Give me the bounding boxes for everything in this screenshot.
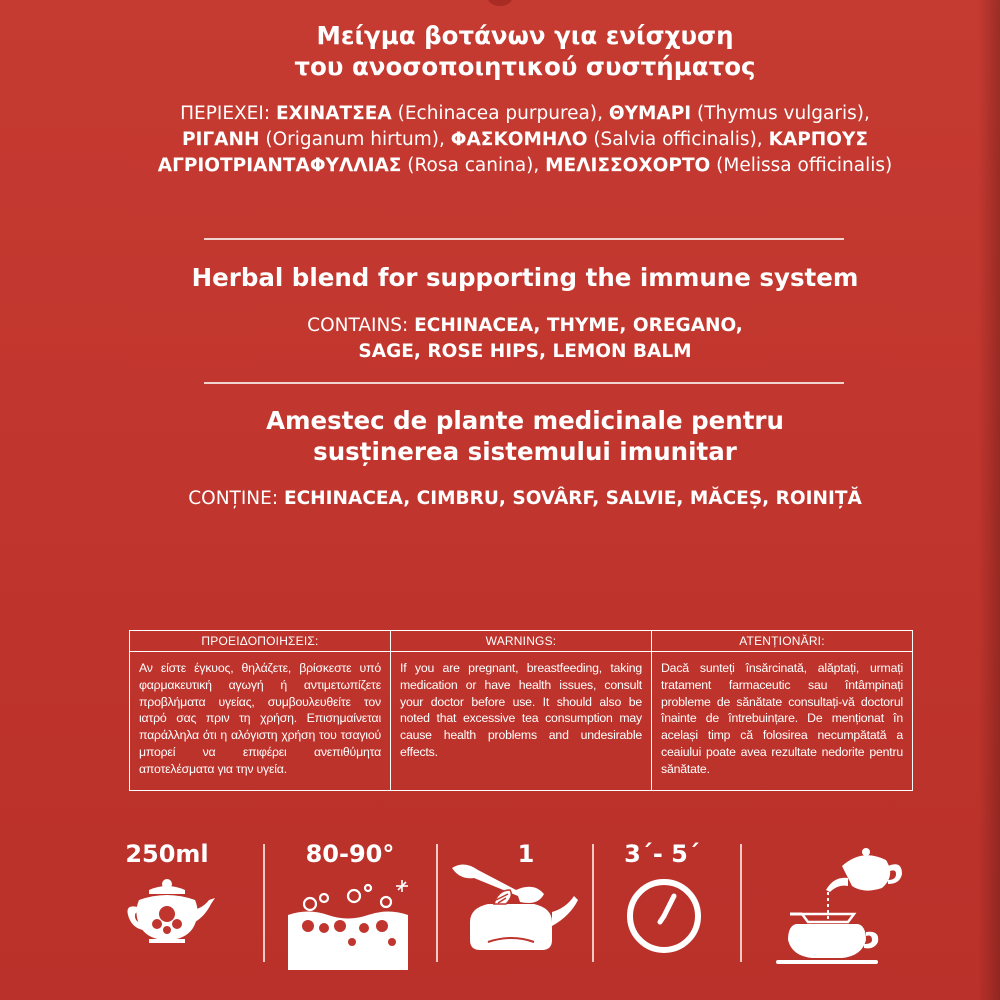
ingredient-latin: (Echinacea purpurea), bbox=[391, 103, 609, 124]
step-label: 80-90° bbox=[305, 840, 395, 868]
greek-title-line2: του ανοσοποιητικού συστήματος bbox=[294, 52, 756, 81]
divider bbox=[204, 382, 844, 384]
ingredient-latin: (Thymus vulgaris), bbox=[691, 103, 870, 124]
ingredient-latin: (Origanum hirtum), bbox=[259, 129, 451, 150]
ingredient-latin: (Salvia officinalis), bbox=[587, 129, 769, 150]
preparation-instructions bbox=[100, 830, 920, 970]
ingredient-name: ΡΙΓΑΝΗ bbox=[181, 129, 260, 150]
warning-text: If you are pregnant, breastfeeding, taking medication or have health issues, consult your doctor before use. It should also be noted that excessive tea consumption may cause health problems and undesirable effects. bbox=[400, 661, 642, 759]
warning-heading: WARNINGS: bbox=[391, 631, 651, 652]
romanian-title bbox=[130, 405, 920, 467]
ingredient-name: ΘΥΜΑΡΙ bbox=[608, 103, 692, 124]
package-edge-shadow bbox=[978, 0, 1000, 1000]
warning-column-english bbox=[391, 631, 652, 790]
step-serve bbox=[742, 830, 906, 970]
warning-column-greek bbox=[130, 631, 391, 790]
step-label: 3´- 5´ bbox=[624, 840, 700, 868]
greek-title bbox=[130, 20, 920, 82]
package-notch bbox=[487, 0, 513, 6]
greek-contains-label: ΠΕΡΙΕΧΕΙ: bbox=[180, 103, 276, 124]
teabag-spoon-kettle-icon bbox=[434, 830, 598, 970]
warning-heading: ΠΡΟΕΙΔΟΠΟΙΗΣΕΙΣ: bbox=[130, 631, 390, 652]
ingredient-name: ΕΧΙΝΑΤΣΕΑ bbox=[275, 103, 392, 124]
english-title: Herbal blend for supporting the immune system bbox=[191, 263, 859, 292]
greek-ingredients bbox=[140, 101, 910, 179]
english-contains-line1: ECHINACEA, THYME, OREGANO, bbox=[414, 315, 743, 336]
warning-heading: ATENȚIONĂRI: bbox=[652, 631, 912, 652]
step-temperature bbox=[268, 830, 432, 970]
pour-tea-cup-icon bbox=[742, 830, 920, 970]
ingredient-name: ΦΑΣΚΟΜΗΛΟ bbox=[450, 129, 588, 150]
romanian-contains-value: ECHINACEA, CIMBRU, SOVÂRF, SALVIE, MĂCEȘ, ROINIȚĂ bbox=[283, 488, 862, 509]
warnings-table bbox=[129, 630, 913, 791]
step-time bbox=[584, 830, 748, 970]
teapot-icon bbox=[105, 830, 269, 970]
ingredient-latin: (Melissa officinalis) bbox=[710, 155, 893, 176]
step-quantity bbox=[434, 830, 598, 970]
boiling-water-icon bbox=[268, 830, 432, 970]
ingredient-latin: (Rosa canina), bbox=[401, 155, 546, 176]
step-volume bbox=[105, 830, 269, 970]
romanian-contains-label: CONȚINE: bbox=[188, 488, 284, 509]
greek-title-line1: Μείγμα βοτάνων για ενίσχυση bbox=[316, 21, 734, 50]
divider bbox=[204, 238, 844, 240]
ingredient-name: ΚΑΡΠΟΥΣ ΑΓΡΙΟΤΡΙΑΝΤΑΦΥΛΛΙΑΣ bbox=[157, 129, 875, 176]
romanian-contains bbox=[100, 486, 950, 512]
romanian-title-line1: Amestec de plante medicinale pentru bbox=[266, 406, 784, 435]
ingredient-name: ΜΕΛΙΣΣΟΧΟΡΤΟ bbox=[545, 155, 711, 176]
english-contains bbox=[130, 313, 920, 365]
warning-column-romanian bbox=[652, 631, 912, 790]
timer-icon bbox=[584, 830, 748, 970]
warning-text: Dacă sunteți însărcinată, alăptați, urmați tratament farmaceutic sau întâmpinați probleme de sănătate consultați-vă doctorul înainte de întrebuințare. De menționat în același timp că folosirea necumpătată a ceaiului poate avea rezultate nedorite pentru sănătate. bbox=[661, 661, 903, 776]
warning-text: Αν είστε έγκυος, θηλάζετε, βρίσκεστε υπό φαρμακευτική αγωγή ή αντιμετωπίζετε προβλήματα υγείας, συμβουλευθείτε τον ιατρό σας πριν τη χρήση. Επισημαίνεται παράλληλα ότι η αλόγιστη χρήση του τσαγιού μπορεί να επιφέρει ανεπιθύμητα αποτελέσματα για την υγεία. bbox=[139, 661, 381, 776]
romanian-title-line2: susținerea sistemului imunitar bbox=[313, 437, 737, 466]
step-label: 1 bbox=[517, 840, 535, 868]
english-contains-line2: SAGE, ROSE HIPS, LEMON BALM bbox=[358, 341, 692, 362]
step-label: 250ml bbox=[125, 840, 209, 868]
english-contains-label: CONTAINS: bbox=[307, 315, 415, 336]
